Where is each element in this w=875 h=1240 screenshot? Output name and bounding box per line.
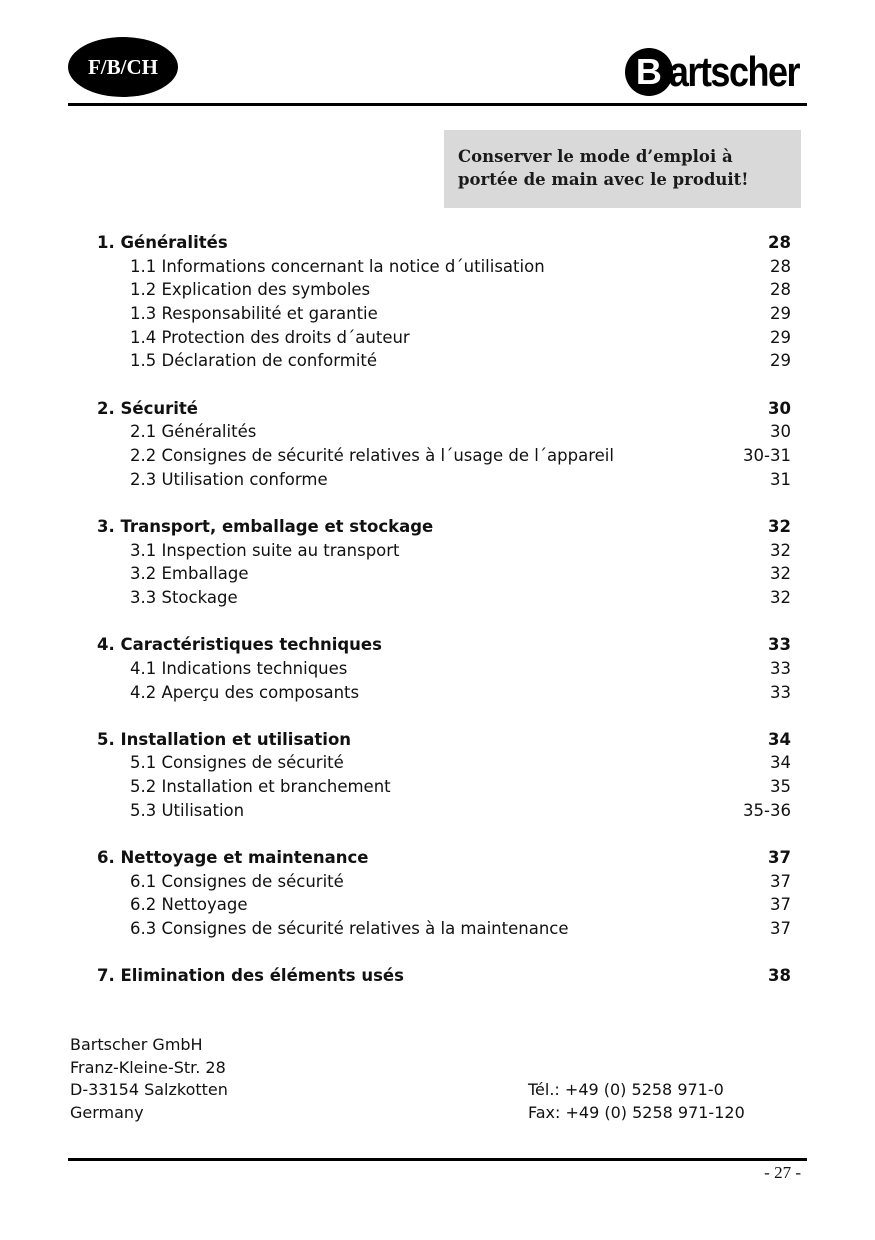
toc-entry [97,872,791,896]
toc-entry [97,446,791,470]
toc-entry-title: 3.2 Emballage [130,564,249,584]
toc-entry-page: 37 [770,919,791,938]
toc-entry-title: 1.5 Déclaration de conformité [130,351,378,371]
toc-entry-title: 3.1 Inspection suite au transport [130,540,400,560]
toc-entry-page: 35-36 [743,800,791,820]
toc-entry [97,683,791,707]
toc-entry-title: 1.2 Explication des symboles [130,280,371,300]
toc-section-heading [97,399,791,423]
toc-entry [97,280,791,304]
toc-entry-page: 32 [770,564,791,584]
contact-fax: Fax: +49 (0) 5258 971-120 [528,1102,745,1122]
notice-box [444,130,801,208]
toc-section-title: 3. Transport, emballage et stockage [97,516,434,536]
toc-section [97,517,791,612]
toc-entry [97,304,791,328]
header-divider [68,103,807,106]
toc-entry-page: 32 [770,587,791,607]
toc-entry-title: 6.1 Consignes de sécurité [130,871,344,891]
address-company: Bartscher GmbH [70,1035,203,1054]
notice-line-1: Conserver le mode d’emploi à [458,147,733,166]
logo-initial: B [625,48,673,96]
toc-entry-page: 33 [770,658,791,678]
toc-entry [97,328,791,352]
toc-entry-title: 1.1 Informations concernant la notice d´utilisation [130,256,545,276]
toc-entry-page: 28 [770,280,791,300]
notice-line-2: portée de main avec le produit! [458,170,749,189]
toc-entry-title: 2.1 Généralités [130,422,257,442]
toc-section [97,848,791,943]
toc-section-title: 4. Caractéristiques techniques [97,635,382,655]
toc-entry-title: 2.2 Consignes de sécurité relatives à l´usage de l´appareil [130,446,614,465]
toc-entry-title: 1.4 Protection des droits d´auteur [130,327,410,347]
toc-section-title: 2. Sécurité [97,398,198,418]
toc-section [97,399,791,494]
toc-section-page: 33 [768,635,791,655]
toc-section-page: 30 [768,398,791,418]
toc-section-heading [97,233,791,257]
bartscher-logo [625,44,799,100]
toc-entry-page: 30 [770,422,791,442]
language-badge-label: F/B/CH [87,54,158,79]
toc-section-page: 32 [768,516,791,536]
toc-entry-page: 34 [770,753,791,773]
toc-section-heading [97,848,791,872]
footer-divider [68,1158,807,1161]
toc-entry-page: 29 [770,351,791,371]
toc-entry-page: 30-31 [743,446,791,465]
address-street: Franz-Kleine-Str. 28 [70,1057,226,1077]
toc-entry-page: 37 [770,895,791,915]
address-city: D-33154 Salzkotten [70,1080,228,1099]
table-of-contents [97,233,791,1013]
toc-section [97,635,791,706]
toc-section [97,233,791,375]
toc-entry-title: 5.3 Utilisation [130,800,245,820]
toc-entry [97,659,791,683]
toc-entry [97,351,791,375]
toc-section-heading [97,966,791,990]
toc-entry [97,470,791,494]
toc-entry-page: 37 [770,871,791,891]
toc-entry-title: 2.3 Utilisation conforme [130,469,328,489]
toc-entry-title: 1.3 Responsabilité et garantie [130,304,378,324]
company-address [70,1034,228,1124]
toc-entry [97,564,791,588]
contact-phone: Tél.: +49 (0) 5258 971-0 [528,1080,724,1099]
toc-section-heading [97,635,791,659]
toc-entry-title: 5.1 Consignes de sécurité [130,753,344,773]
toc-section-title: 5. Installation et utilisation [97,729,352,749]
toc-section [97,966,791,990]
toc-entry [97,753,791,777]
toc-section-title: 1. Généralités [97,233,228,252]
toc-entry-page: 31 [770,469,791,489]
logo-wordmark: artscher [668,47,799,95]
toc-entry-title: 4.1 Indications techniques [130,658,348,678]
toc-entry-page: 28 [770,256,791,276]
toc-entry [97,895,791,919]
toc-section-title: 6. Nettoyage et maintenance [97,847,369,867]
toc-section-heading [97,517,791,541]
toc-entry-title: 3.3 Stockage [130,587,238,607]
toc-section [97,730,791,825]
toc-entry-title: 6.3 Consignes de sécurité relatives à la maintenance [130,919,569,938]
toc-section-heading [97,730,791,754]
toc-entry-title: 6.2 Nettoyage [130,895,248,915]
toc-entry [97,541,791,565]
toc-entry-title: 4.2 Aperçu des composants [130,682,360,702]
toc-entry-page: 33 [770,682,791,702]
language-badge [68,37,178,97]
toc-entry [97,422,791,446]
toc-entry-page: 32 [770,540,791,560]
page-number: - 27 - [764,1163,801,1182]
toc-entry-page: 35 [770,777,791,797]
toc-entry [97,257,791,281]
address-country: Germany [70,1102,144,1122]
toc-entry [97,588,791,612]
toc-section-page: 38 [768,966,791,986]
toc-section-page: 28 [768,233,791,252]
toc-entry [97,801,791,825]
toc-entry [97,919,791,943]
toc-section-title: 7. Elimination des éléments usés [97,966,404,986]
toc-section-page: 37 [768,847,791,867]
toc-entry [97,777,791,801]
toc-entry-page: 29 [770,327,791,347]
company-contact [528,1079,745,1124]
toc-entry-page: 29 [770,304,791,324]
toc-section-page: 34 [768,729,791,749]
toc-entry-title: 5.2 Installation et branchement [130,777,391,797]
